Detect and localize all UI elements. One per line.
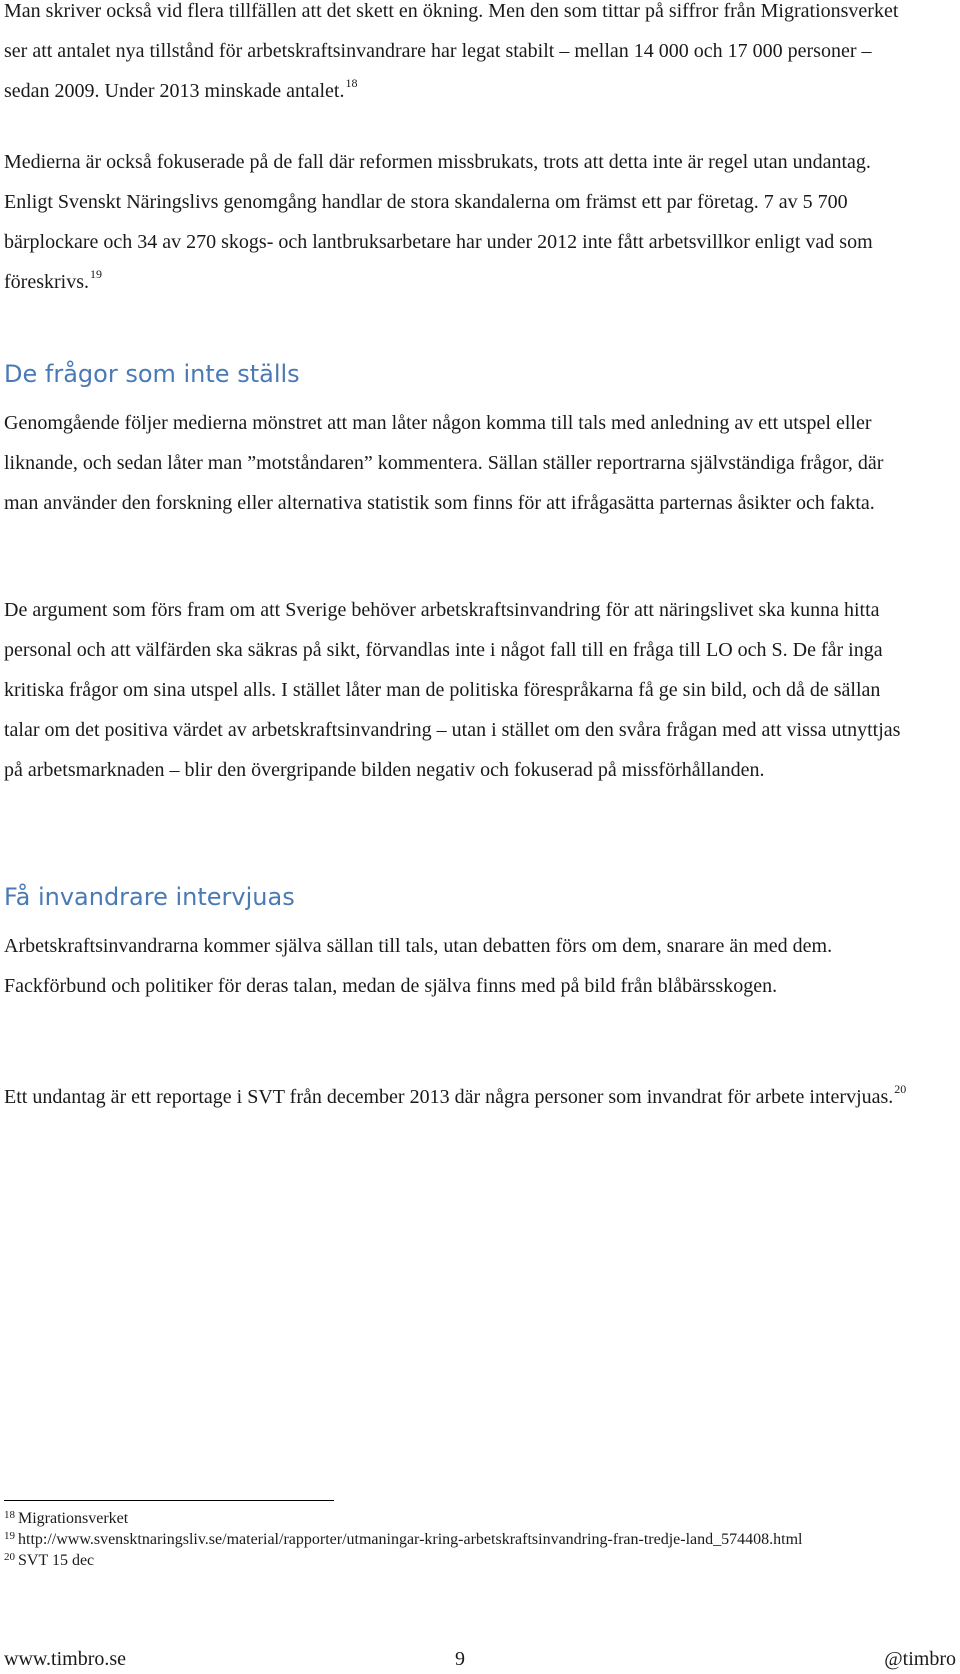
footer-handle[interactable]: @timbro	[884, 1648, 956, 1670]
paragraph-2-text: Medierna är också fokuserade på de fall där reformen missbrukats, trots att detta inte är regel utan undantag. Enligt Svenskt Näringslivs genomgång handlar de stora skandalerna om främst ett par företag. 7 av 5 700 bärplockare och 34 av 270 skogs- och lantbruksarbetare har under 2012 inte fått arbetsvillkor enligt vad som föreskrivs.	[4, 151, 873, 293]
footer-website-link[interactable]: www.timbro.se	[4, 1648, 127, 1670]
footnote-separator	[4, 1500, 334, 1501]
footnote-text: SVT 15 dec	[18, 1552, 95, 1569]
paragraph-4: De argument som förs fram om att Sverige behöver arbetskraftsinvandring för att näringslivet ska kunna hitta personal och att välfärden ska säkras på sikt, förvandlas inte i något fall till en fråga till LO och S. De får inga kritiska frågor om sina utspel alls. I stället låter man de politiska förespråkarna få ge sin bild, och då de sällan talar om det positiva värdet av arbetskraftsinvandring – utan i stället om den svåra frågan med att vissa utnyttjas på arbetsmarknaden – blir den övergripande bilden negativ och fokuserad på missförhållanden.	[4, 599, 901, 781]
footnotes	[4, 1508, 904, 1571]
footnote-ref-19[interactable]: 19	[89, 267, 102, 281]
section-heading-questions: De frågor som inte ställs	[4, 360, 300, 388]
footnote-20	[4, 1550, 904, 1571]
footnote-19	[4, 1529, 904, 1550]
paragraph-6-text: Ett undantag är ett reportage i SVT från december 2013 där några personer som invandrat för arbete intervjuas.	[4, 1086, 894, 1108]
paragraph-2	[4, 142, 914, 302]
footnote-text: Migrationsverket	[18, 1510, 129, 1527]
footnote-number: 20	[4, 1551, 15, 1563]
paragraph-6	[4, 1077, 914, 1117]
footnote-ref-20[interactable]: 20	[894, 1082, 907, 1096]
paragraph-3: Genomgående följer medierna mönstret att man låter någon komma till tals med anledning av ett utspel eller liknande, och sedan låter man ”motståndaren” kommentera. Sällan ställer reportrarna självständiga frågor, där man använder den forskning eller alternativa statistik som finns för att ifrågasätta parternas åsikter och fakta.	[4, 412, 884, 514]
footnote-ref-18[interactable]: 18	[345, 76, 358, 90]
page-number: 9	[455, 1648, 465, 1670]
paragraph-5: Arbetskraftsinvandrarna kommer själva sällan till tals, utan debatten förs om dem, snarare än med dem. Fackförbund och politiker för deras talan, medan de själva finns med på bild från blåbärsskogen.	[4, 935, 833, 997]
page-footer	[4, 1646, 956, 1672]
footnote-number: 18	[4, 1509, 15, 1521]
footnote-18	[4, 1508, 904, 1529]
section-heading-interviews: Få invandrare intervjuas	[4, 883, 295, 911]
footnote-number: 19	[4, 1530, 15, 1542]
footnote-link[interactable]: http://www.svensktnaringsliv.se/material/rapporter/utmaningar-kring-arbetskraftsinvandring-fran-tredje-land_574408.html	[18, 1531, 803, 1548]
paragraph-1	[4, 0, 914, 111]
paragraph-1-text: Man skriver också vid flera tillfällen att det skett en ökning. Men den som tittar på siffror från Migrationsverket ser att antalet nya tillstånd för arbetskraftsinvandrare har legat stabilt – mellan 14 000 och 17 000 personer – sedan 2009. Under 2013 minskade antalet.	[4, 0, 899, 102]
